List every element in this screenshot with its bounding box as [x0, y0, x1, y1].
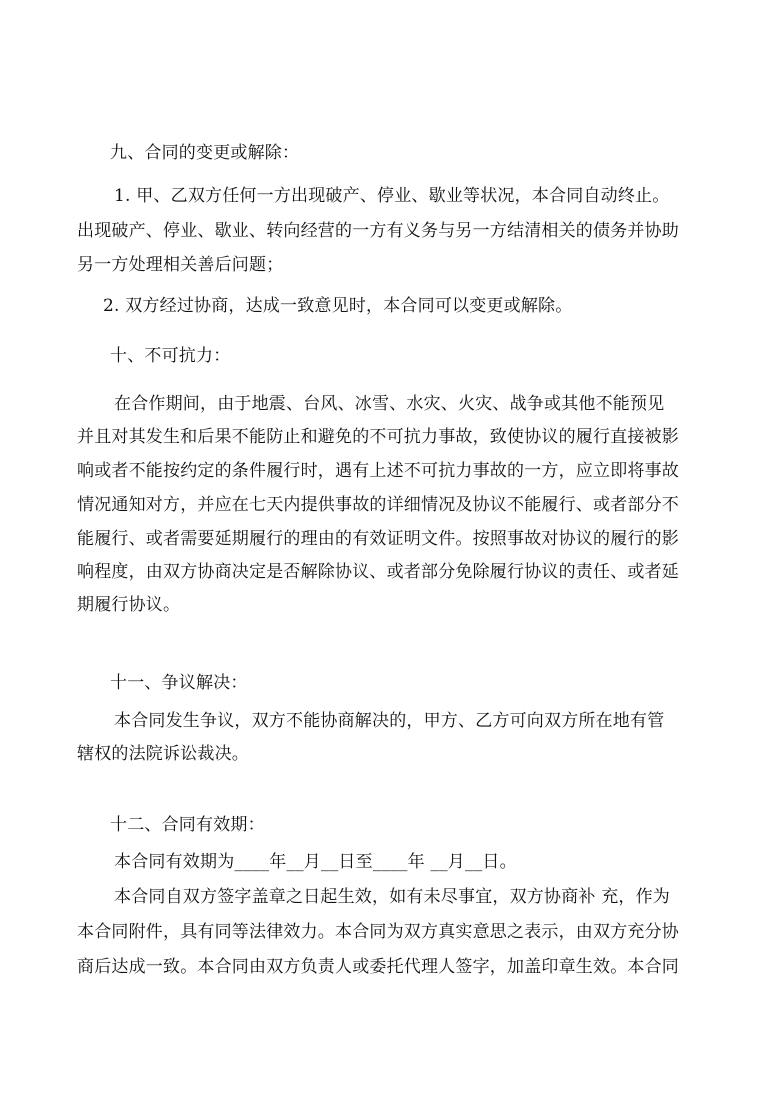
section-11-line-1: 本合同发生争议，双方不能协商解决的，甲方、乙方可向双方所在地有管	[114, 711, 665, 731]
section-12-line-1: 本合同自双方签字盖章之日起生效，如有未尽事宜，双方协商补 充，作为	[114, 887, 671, 907]
section-9-item-1-line-2: 出现破产、停业、歇业、转向经营的一方有义务与另一方结清相关的债务并协助	[77, 221, 679, 241]
section-10-line-2: 并且对其发生和后果不能防止和避免的不可抗力事故，致使协议的履行直接被影	[77, 427, 679, 447]
section-9-item-1-line-1: 1. 甲、乙双方任何一方出现破产、停业、歇业等状况，本合同自动终止。	[114, 186, 670, 206]
section-9-item-2: 2. 双方经过协商，达成一致意见时，本合同可以变更或解除。	[103, 296, 573, 316]
section-12-heading: 十二、合同有效期：	[110, 815, 265, 835]
section-10-line-3: 响或者不能按约定的条件履行时，遇有上述不可抗力事故的一方，应立即将事故	[77, 461, 679, 481]
section-12-line-2: 本合同附件，具有同等法律效力。本合同为双方真实意思之表示，由双方充分协	[77, 922, 679, 942]
section-10-line-4: 情况通知对方，并应在七天内提供事故的详细情况及协议不能履行、或者部分不	[77, 495, 679, 515]
section-12-line-3: 商后达成一致。本合同由双方负责人或委托代理人签字，加盖印章生效。本合同	[77, 957, 679, 977]
section-12-term-line: 本合同有效期为____年__月__日至____年 __月__日。	[114, 852, 517, 872]
section-11-heading: 十一、争议解决：	[110, 673, 248, 693]
section-9-item-1-line-3: 另一方处理相关善后问题；	[77, 255, 284, 275]
section-10-line-5: 能履行、或者需要延期履行的理由的有效证明文件。按照事故对协议的履行的影	[77, 529, 679, 549]
section-10-heading: 十、不可抗力：	[110, 346, 231, 366]
section-11-line-2: 辖权的法院诉讼裁决。	[77, 744, 249, 764]
section-9-heading: 九、合同的变更或解除：	[110, 143, 300, 163]
section-10-line-6: 响程度，由双方协商决定是否解除协议、或者部分免除履行协议的责任、或者延	[77, 562, 679, 582]
section-10-line-1: 在合作期间，由于地震、台风、冰雪、水灾、火灾、战争或其他不能预见	[114, 394, 665, 414]
section-10-line-7: 期履行协议。	[77, 595, 181, 615]
